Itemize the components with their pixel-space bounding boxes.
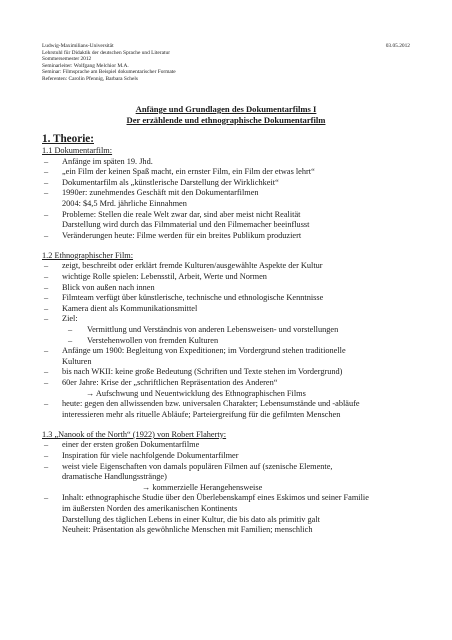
dash-bullet: – [44, 177, 49, 187]
subsection-heading: 1.1 Dokumentarfilm: [42, 146, 113, 155]
dash-bullet: – [44, 167, 49, 177]
list-item: – Inhalt: ethnographische Studie über den Überlebenskampf eines Eskimos und seiner Familie [44, 493, 369, 503]
list-item: – weist viele Eigenschaften von damals populären Filmen auf (szenische Elemente, [44, 461, 333, 471]
dash-bullet: – [44, 367, 49, 377]
list-item: – Ziel: [44, 314, 78, 324]
list-item-continuation: dramatische Handlungsstränge) [62, 472, 167, 482]
list-item: – Kamera dient als Kommunikationsmittel [44, 303, 198, 313]
section-heading: 1. Theorie: [42, 133, 94, 145]
arrow-note: → kommerzielle Herangehensweise [142, 482, 263, 492]
dash-bullet: – [44, 346, 49, 356]
list-item: – „ein Film der keinen Spaß macht, ein ernster Film, ein Film der etwas lehrt“ [44, 167, 315, 177]
dash-bullet: – [44, 377, 49, 387]
list-item-continuation: im äußersten Norden des amerikanischen Kontinents [62, 504, 238, 513]
dash-bullet: – [44, 440, 49, 450]
dash-bullet: – [44, 272, 49, 282]
subsection-heading: 1.2 Ethnographischer Film: [42, 250, 134, 260]
header-instructor: Seminarleiter: Wolfgang Melchior M.A. [42, 62, 129, 69]
dash-bullet: – [44, 314, 49, 324]
nested-list-item: – Vermittlung und Verständnis von anderen Lebensweisen- und vorstellungen [68, 325, 339, 334]
list-item: – 60er Jahre: Krise der „schriftlichen Repräsentation des Anderen“ [44, 377, 278, 387]
list-item: – Probleme: Stellen die reale Welt zwar dar, sind aber meist nicht Realität [44, 209, 301, 219]
list-item: – Blick von außen nach innen [44, 282, 155, 292]
subsection-heading: 1.3 „Nanook of the North“ (1922) von Robert Flaherty: [42, 429, 227, 439]
dash-bullet: – [44, 156, 49, 166]
dash-bullet: – [44, 209, 49, 219]
list-item: – Anfänge im späten 19. Jhd. [44, 156, 153, 166]
header-chair: Lehrstuhl für Didaktik der deutschen Sprache und Literatur [42, 49, 170, 56]
dash-bullet: – [68, 335, 73, 345]
list-item: – 1990er: zunehmendes Geschäft mit den Dokumentarfilmen [44, 188, 259, 198]
list-item: – Inspiration für viele nachfolgende Dokumentarfilmer [44, 451, 239, 461]
dash-bullet: – [44, 461, 49, 471]
header-date: 03.05.2012 [385, 43, 410, 49]
title-line-2: Der erzählende und ethnographische Dokumentarfilm [126, 115, 326, 125]
list-item: – Dokumentarfilm als „künstlerische Darstellung der Wirklichkeit“ [44, 177, 279, 187]
dash-bullet: – [44, 261, 49, 271]
list-item: – einer der ersten großen Dokumentarfilme [44, 440, 200, 450]
list-item-continuation: Kulturen [62, 356, 92, 366]
list-item-continuation: Darstellung wird durch das Filmmaterial und den Filmemacher beeinflusst [62, 220, 310, 230]
dash-bullet: – [44, 282, 49, 292]
list-item: – Anfänge um 1900: Begleitung von Expeditionen; im Vordergrund stehen traditionelle [44, 346, 346, 356]
nested-list-item: – Verstehenwollen von fremden Kulturen [68, 335, 219, 345]
dash-bullet: – [44, 451, 49, 461]
list-item: – heute: gegen den allwissenden bzw. universalen Charakter; Lebensumstände und -abläufe [44, 399, 360, 409]
header-university: Ludwig-Maximilians-Universität [42, 43, 114, 49]
dash-bullet: – [44, 230, 49, 240]
list-item-continuation: 2004: $4,5 Mrd. jährliche Einnahmen [62, 198, 187, 208]
document-body [42, 133, 422, 536]
document-title [0, 104, 452, 126]
list-item: – wichtige Rolle spielen: Lebensstil, Arbeit, Werte und Normen [44, 272, 267, 282]
title-line-1: Anfänge und Grundlagen des Dokumentarfilms I [135, 104, 317, 114]
list-item-continuation: Neuheit: Präsentation als gewöhnliche Menschen mit Familien; menschlich [62, 525, 313, 535]
header-presenters: Referenten: Carolin Pfennig, Barbara Schels [42, 75, 138, 82]
list-item: – Veränderungen heute: Filme werden für ein breites Publikum produziert [44, 230, 302, 240]
document-header [42, 43, 410, 83]
header-seminar: Seminar: Filmsprache am Beispiel dokumentarischer Formate [42, 69, 176, 76]
dash-bullet: – [44, 188, 49, 198]
header-semester: Sommersemester 2012 [42, 56, 92, 63]
list-item: – zeigt, beschreibt oder erklärt fremde Kulturen/ausgewählte Aspekte der Kultur [44, 261, 323, 271]
list-item: – Filmteam verfügt über künstlerische, technische und ethnologische Kenntnisse [44, 293, 324, 303]
list-item-continuation: Darstellung des täglichen Lebens in einer Kultur, die bis dato als primitiv galt [62, 514, 320, 524]
dash-bullet: – [44, 399, 49, 409]
dash-bullet: – [44, 493, 49, 503]
dash-bullet: – [44, 303, 49, 313]
list-item-continuation: interessieren mehr als rituelle Abläufe; Parteiergreifung für die gefilmten Menschen [62, 409, 341, 419]
arrow-note: → Aufschwung und Neuentwicklung des Ethnographischen Films [86, 388, 306, 398]
dash-bullet: – [44, 293, 49, 303]
list-item: – bis nach WKII: keine große Bedeutung (Schriften und Texte stehen im Vordergrund) [44, 367, 343, 377]
dash-bullet: – [68, 325, 73, 334]
